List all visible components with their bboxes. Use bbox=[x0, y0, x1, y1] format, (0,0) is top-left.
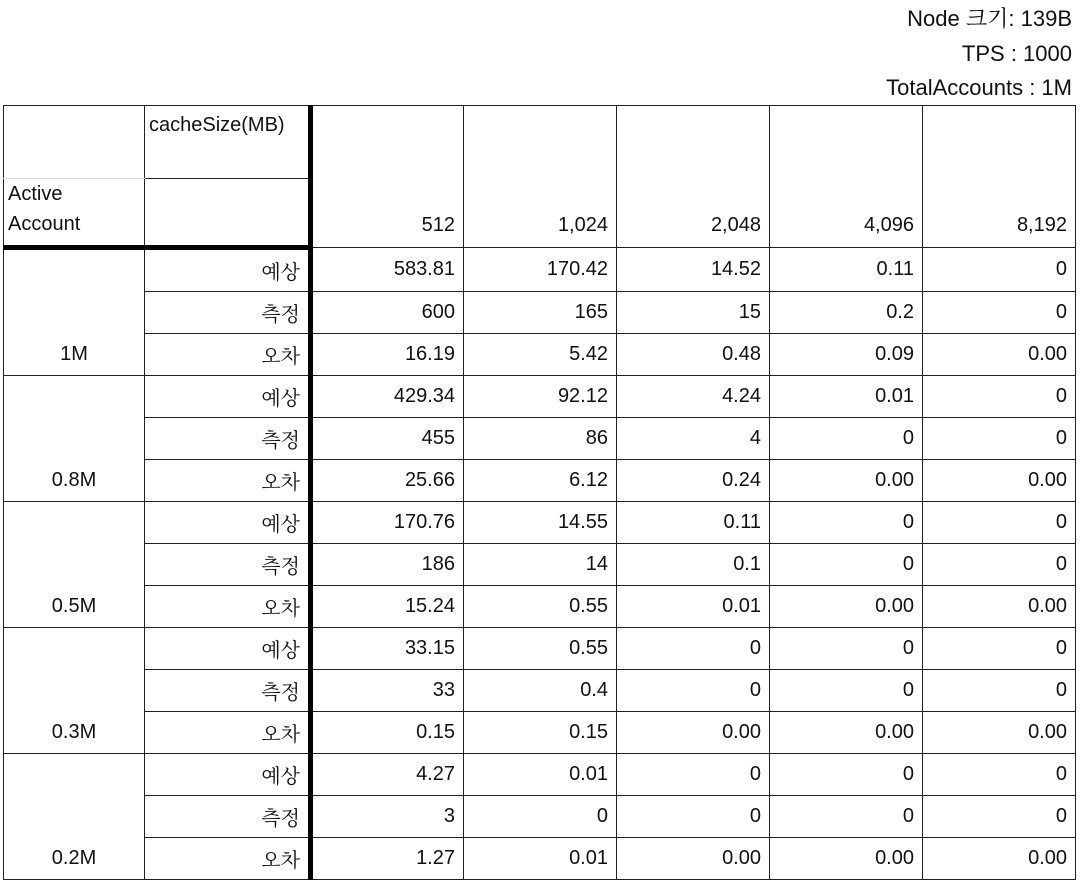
row-type-label: 예상 bbox=[145, 502, 311, 544]
value-cell: 14.55 bbox=[464, 502, 617, 544]
header-row-top bbox=[4, 106, 1076, 179]
value-cell: 0.11 bbox=[770, 248, 923, 292]
active-account-group-label: 0.2M bbox=[4, 754, 145, 880]
value-cell: 0.00 bbox=[923, 334, 1076, 376]
value-cell: 3 bbox=[311, 796, 464, 838]
active-account-group-label: 1M bbox=[4, 248, 145, 376]
cache-size-0: 512 bbox=[311, 106, 464, 248]
value-cell: 86 bbox=[464, 418, 617, 460]
row-type-label: 예상 bbox=[145, 754, 311, 796]
value-cell: 429.34 bbox=[311, 376, 464, 418]
active-account-group-label: 0.3M bbox=[4, 628, 145, 754]
value-cell: 0.00 bbox=[770, 838, 923, 880]
value-cell: 0 bbox=[923, 796, 1076, 838]
row-type-label: 측정 bbox=[145, 670, 311, 712]
cache-size-4: 8,192 bbox=[923, 106, 1076, 248]
table-row bbox=[4, 376, 1076, 418]
value-cell: 0.00 bbox=[923, 460, 1076, 502]
tps-label: TPS : 1000 bbox=[961, 40, 1072, 66]
cache-size-3: 4,096 bbox=[770, 106, 923, 248]
value-cell: 33.15 bbox=[311, 628, 464, 670]
row-type-label: 오차 bbox=[145, 460, 311, 502]
value-cell: 0 bbox=[770, 796, 923, 838]
active-account-text: Active Account bbox=[8, 183, 81, 235]
table-row bbox=[4, 502, 1076, 544]
parameters-block bbox=[886, 2, 1072, 106]
total-accounts-label: TotalAccounts : 1M bbox=[886, 75, 1072, 100]
table-row bbox=[4, 586, 1076, 628]
value-cell: 0.15 bbox=[464, 712, 617, 754]
value-cell: 0.00 bbox=[617, 712, 770, 754]
value-cell: 0.55 bbox=[464, 628, 617, 670]
table-row bbox=[4, 754, 1076, 796]
value-cell: 4 bbox=[617, 418, 770, 460]
row-type-label: 예상 bbox=[145, 248, 311, 292]
row-type-label: 측정 bbox=[145, 796, 311, 838]
value-cell: 0.01 bbox=[617, 586, 770, 628]
cache-size-2: 2,048 bbox=[617, 106, 770, 248]
value-cell: 0 bbox=[464, 796, 617, 838]
value-cell: 0.1 bbox=[617, 544, 770, 586]
value-cell: 15.24 bbox=[311, 586, 464, 628]
header-blank bbox=[145, 179, 311, 248]
value-cell: 0.09 bbox=[770, 334, 923, 376]
row-type-label: 오차 bbox=[145, 712, 311, 754]
value-cell: 0.00 bbox=[770, 586, 923, 628]
value-cell: 0 bbox=[923, 376, 1076, 418]
row-type-label: 측정 bbox=[145, 292, 311, 334]
value-cell: 25.66 bbox=[311, 460, 464, 502]
value-cell: 4.27 bbox=[311, 754, 464, 796]
value-cell: 0 bbox=[617, 628, 770, 670]
value-cell: 0 bbox=[770, 502, 923, 544]
row-type-label: 오차 bbox=[145, 334, 311, 376]
value-cell: 0 bbox=[617, 796, 770, 838]
table-row bbox=[4, 838, 1076, 880]
table-row bbox=[4, 796, 1076, 838]
value-cell: 92.12 bbox=[464, 376, 617, 418]
value-cell: 0 bbox=[770, 418, 923, 460]
node-size-label: Node 크기: 139B bbox=[907, 6, 1072, 31]
active-account-group-label: 0.8M bbox=[4, 376, 145, 502]
value-cell: 0.00 bbox=[923, 838, 1076, 880]
table-row bbox=[4, 292, 1076, 334]
value-cell: 0 bbox=[770, 670, 923, 712]
value-cell: 0 bbox=[923, 628, 1076, 670]
value-cell: 170.42 bbox=[464, 248, 617, 292]
active-account-header bbox=[4, 179, 145, 248]
value-cell: 0.11 bbox=[617, 502, 770, 544]
row-type-label: 측정 bbox=[145, 418, 311, 460]
value-cell: 165 bbox=[464, 292, 617, 334]
value-cell: 6.12 bbox=[464, 460, 617, 502]
value-cell: 4.24 bbox=[617, 376, 770, 418]
row-type-label: 측정 bbox=[145, 544, 311, 586]
value-cell: 0 bbox=[923, 670, 1076, 712]
value-cell: 5.42 bbox=[464, 334, 617, 376]
value-cell: 455 bbox=[311, 418, 464, 460]
value-cell: 170.76 bbox=[311, 502, 464, 544]
value-cell: 583.81 bbox=[311, 248, 464, 292]
value-cell: 0.01 bbox=[770, 376, 923, 418]
value-cell: 0.4 bbox=[464, 670, 617, 712]
table-row bbox=[4, 418, 1076, 460]
value-cell: 0.01 bbox=[464, 754, 617, 796]
corner-blank bbox=[4, 106, 145, 179]
value-cell: 0.24 bbox=[617, 460, 770, 502]
value-cell: 0 bbox=[770, 628, 923, 670]
value-cell: 0 bbox=[923, 544, 1076, 586]
value-cell: 0 bbox=[617, 670, 770, 712]
cache-size-1: 1,024 bbox=[464, 106, 617, 248]
value-cell: 186 bbox=[311, 544, 464, 586]
table-row bbox=[4, 670, 1076, 712]
value-cell: 0.55 bbox=[464, 586, 617, 628]
table-row bbox=[4, 712, 1076, 754]
value-cell: 0 bbox=[923, 754, 1076, 796]
value-cell: 0.48 bbox=[617, 334, 770, 376]
value-cell: 14 bbox=[464, 544, 617, 586]
value-cell: 0.00 bbox=[617, 838, 770, 880]
value-cell: 1.27 bbox=[311, 838, 464, 880]
value-cell: 0.2 bbox=[770, 292, 923, 334]
value-cell: 0 bbox=[923, 292, 1076, 334]
value-cell: 15 bbox=[617, 292, 770, 334]
value-cell: 14.52 bbox=[617, 248, 770, 292]
value-cell: 0 bbox=[770, 544, 923, 586]
row-type-label: 예상 bbox=[145, 628, 311, 670]
value-cell: 0 bbox=[923, 502, 1076, 544]
value-cell: 0.00 bbox=[770, 712, 923, 754]
row-type-label: 오차 bbox=[145, 586, 311, 628]
value-cell: 33 bbox=[311, 670, 464, 712]
value-cell: 0 bbox=[923, 418, 1076, 460]
table-row bbox=[4, 628, 1076, 670]
value-cell: 0.15 bbox=[311, 712, 464, 754]
value-cell: 0.00 bbox=[770, 460, 923, 502]
table-row bbox=[4, 460, 1076, 502]
value-cell: 0.00 bbox=[923, 586, 1076, 628]
table-row bbox=[4, 248, 1076, 292]
value-cell: 16.19 bbox=[311, 334, 464, 376]
table-row bbox=[4, 334, 1076, 376]
value-cell: 0 bbox=[617, 754, 770, 796]
value-cell: 0.01 bbox=[464, 838, 617, 880]
row-type-label: 오차 bbox=[145, 838, 311, 880]
table-row bbox=[4, 544, 1076, 586]
value-cell: 0 bbox=[923, 248, 1076, 292]
value-cell: 600 bbox=[311, 292, 464, 334]
value-cell: 0.00 bbox=[923, 712, 1076, 754]
value-cell: 0 bbox=[770, 754, 923, 796]
active-account-group-label: 0.5M bbox=[4, 502, 145, 628]
row-type-label: 예상 bbox=[145, 376, 311, 418]
cache-size-header: cacheSize(MB) bbox=[145, 106, 311, 179]
cache-miss-table bbox=[3, 105, 1076, 880]
